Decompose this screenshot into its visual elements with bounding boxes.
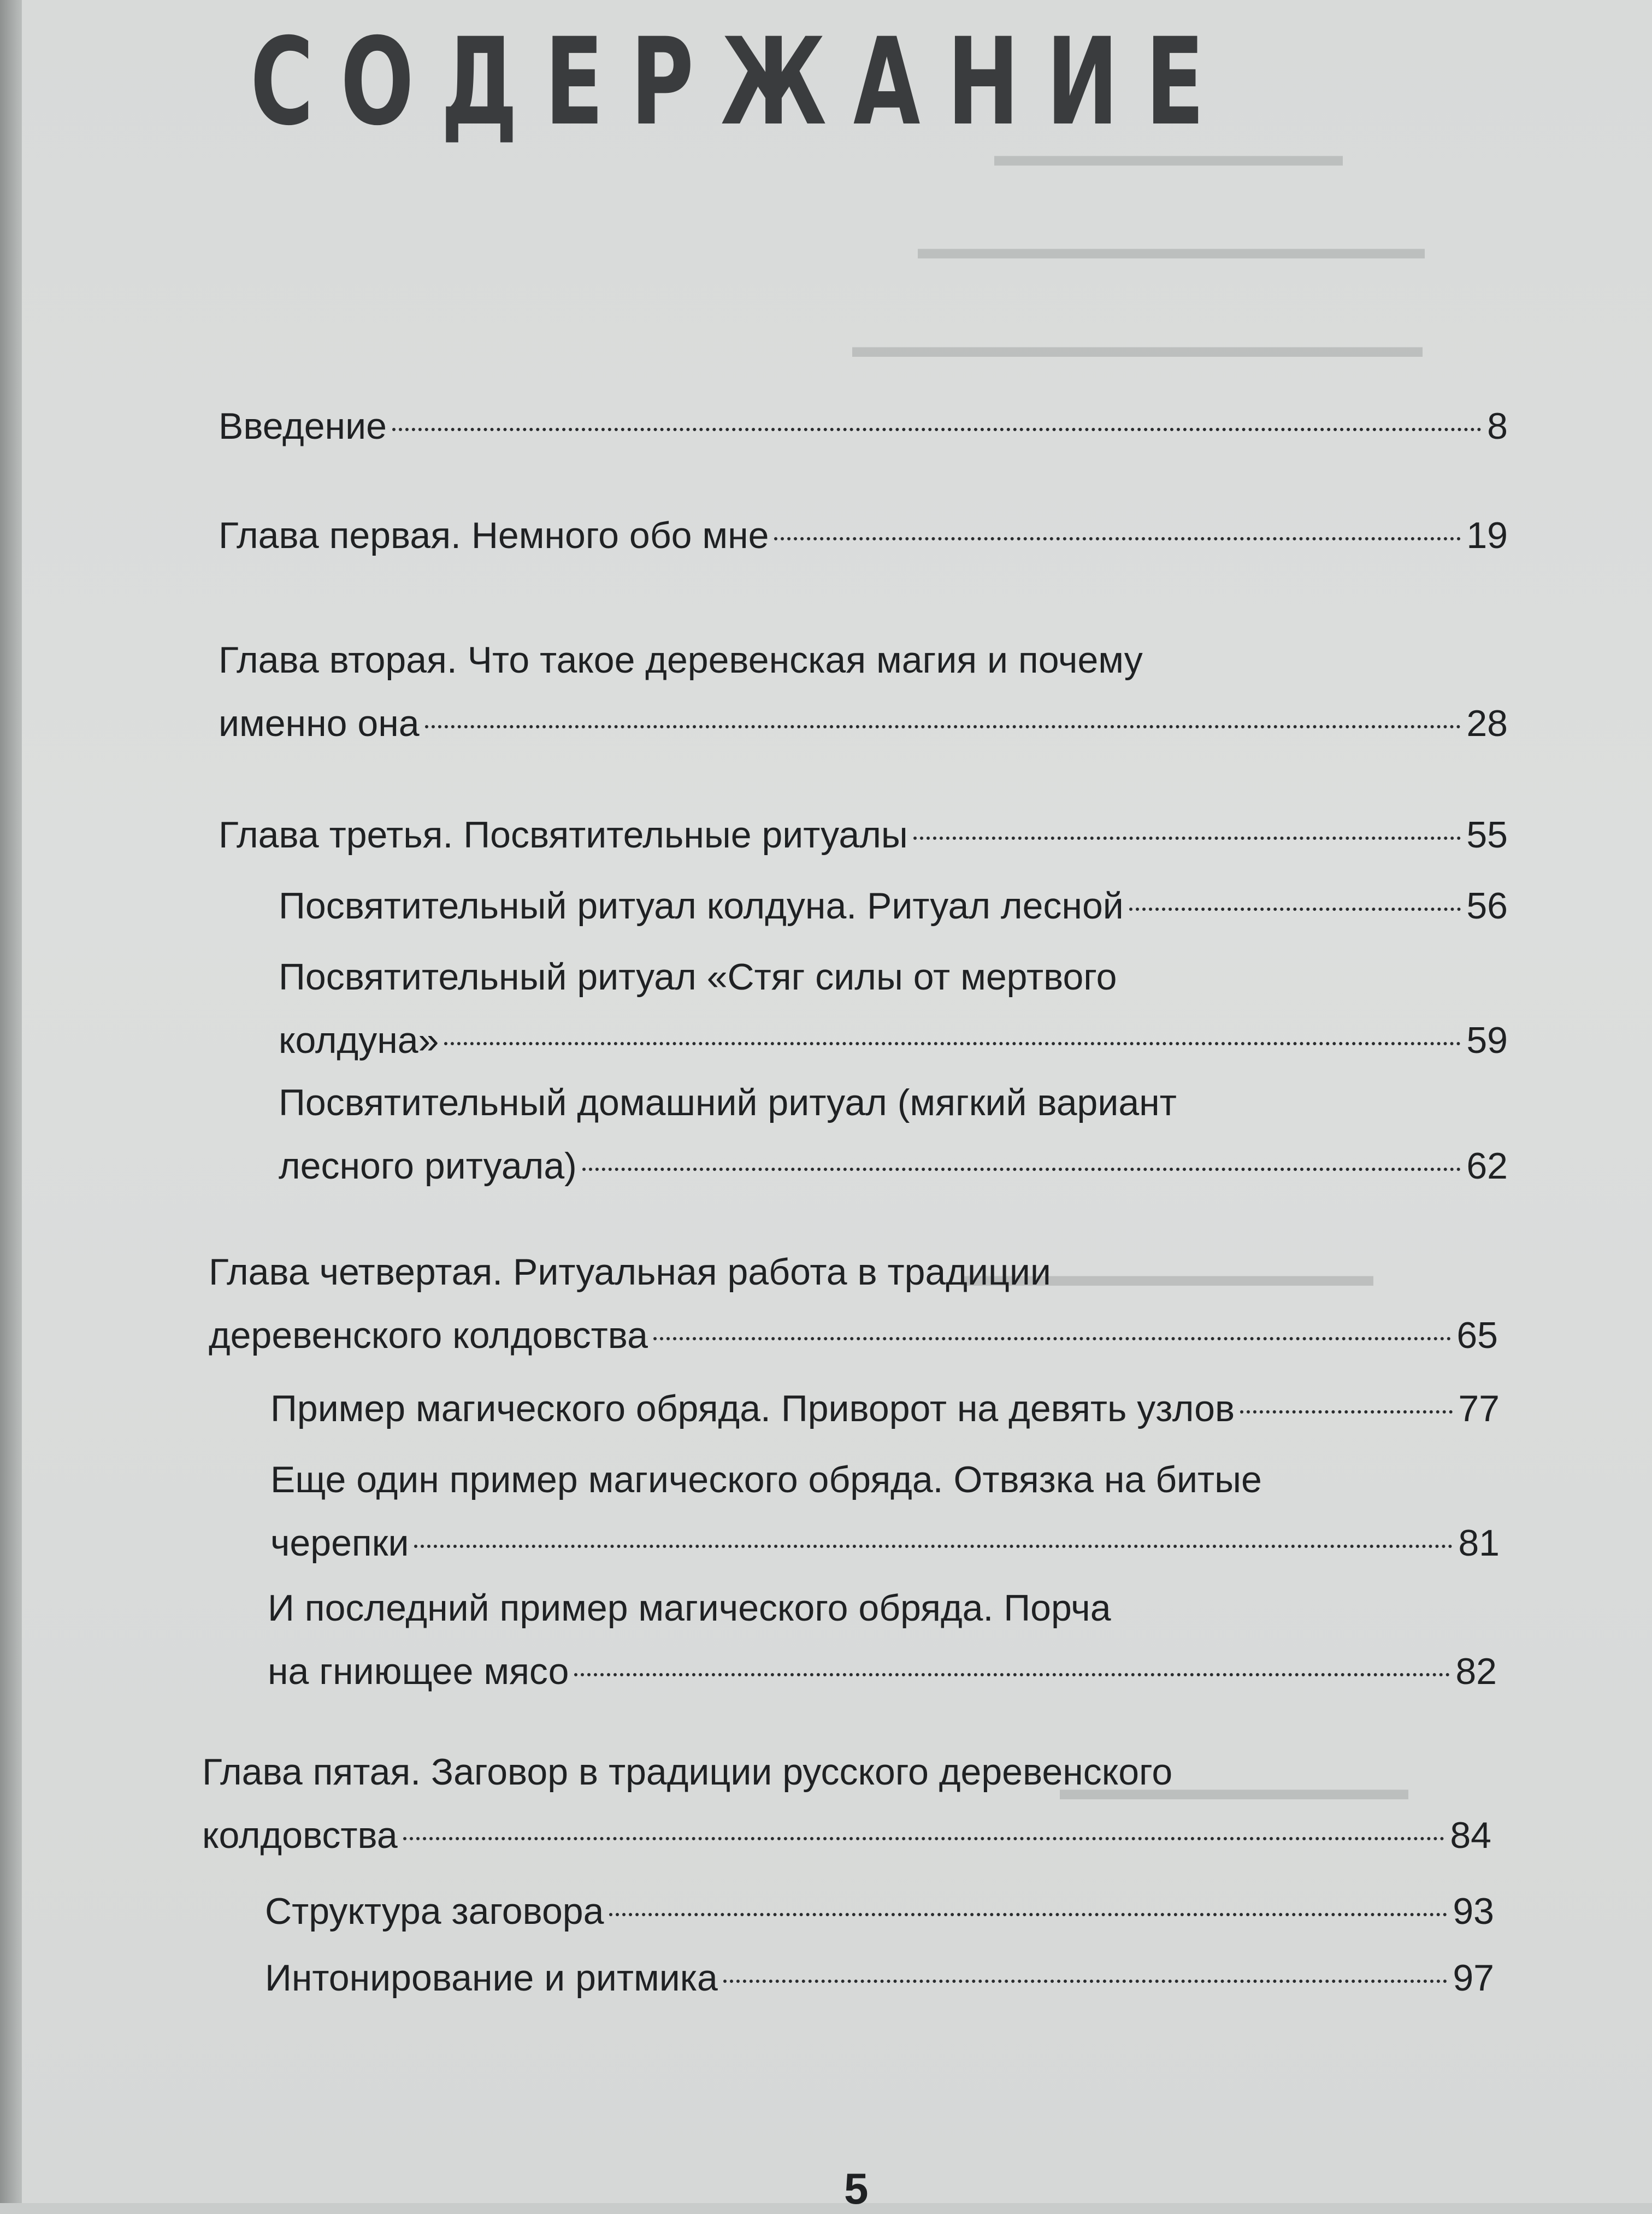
toc-entry-title: черепки <box>270 1522 409 1564</box>
toc-entry[interactable] <box>202 1740 1491 1867</box>
toc-entry-row <box>265 1946 1494 2010</box>
toc-entry-row <box>270 1377 1500 1440</box>
toc-entry[interactable] <box>219 803 1508 867</box>
dot-leader <box>582 1168 1461 1171</box>
toc-entry-title: Глава третья. Посвятительные ритуалы <box>219 814 908 856</box>
toc-entry-title-line: Глава пятая. Заговор в традиции русского деревенского <box>202 1751 1173 1793</box>
dot-leader <box>774 537 1461 540</box>
dot-leader <box>392 428 1482 431</box>
reverse-page-bleed-through: ▬▬▬▬▬▬▬▬▬▬▬▬▬▬▬▬ <box>918 230 1425 266</box>
dot-leader <box>574 1673 1450 1676</box>
toc-entry-row <box>279 1134 1508 1198</box>
reverse-page-bleed-through: ▬▬▬▬▬▬▬▬▬▬▬ <box>1060 1771 1408 1806</box>
dot-leader <box>1129 908 1461 911</box>
toc-subentry[interactable] <box>265 1946 1494 2010</box>
reverse-page-bleed-through: ▬▬▬▬▬▬▬▬▬▬▬▬▬ <box>961 1257 1373 1293</box>
toc-entry-row <box>209 1304 1498 1367</box>
toc-page-number: 82 <box>1455 1651 1497 1692</box>
toc-entry-title: именно она <box>219 703 420 744</box>
toc-entry-row <box>202 1804 1491 1867</box>
dot-leader <box>414 1545 1453 1548</box>
toc-entry-title-line: Посвятительный домашний ритуал (мягкий вариант <box>279 1082 1177 1123</box>
toc-entry-title: Посвятительный ритуал колдуна. Ритуал лесной <box>279 885 1124 927</box>
toc-page-number: 97 <box>1453 1957 1494 1999</box>
toc-page-number: 8 <box>1487 405 1508 447</box>
reverse-page-bleed-through: ▬▬▬▬▬▬▬▬▬▬▬ <box>994 137 1343 173</box>
toc-page-number: 19 <box>1466 515 1508 556</box>
toc-entry-title: колдовства <box>202 1815 398 1856</box>
toc-entry-title: Интонирование и ритмика <box>265 1957 718 1999</box>
toc-entry-title: Структура заговора <box>265 1891 604 1932</box>
toc-entry-row <box>279 1009 1508 1072</box>
toc-entry-title-line: Еще один пример магического обряда. Отвязка на битые <box>270 1459 1262 1500</box>
toc-page-number: 55 <box>1466 814 1508 856</box>
page-number: 5 <box>844 2164 869 2213</box>
toc-entry-title: Глава первая. Немного обо мне <box>219 515 769 556</box>
toc-page-number: 93 <box>1453 1891 1494 1932</box>
toc-entry-row <box>219 803 1508 867</box>
toc-entry-row <box>219 504 1508 567</box>
toc-entry[interactable] <box>209 1240 1498 1367</box>
toc-entry-title-line: Глава четвертая. Ритуальная работа в традиции <box>209 1251 1051 1293</box>
toc-entry-title-line: Посвятительный ритуал «Стяг силы от мертвого <box>279 956 1117 998</box>
toc-subentry[interactable] <box>279 874 1508 938</box>
dot-leader <box>444 1042 1461 1045</box>
toc-entry-row <box>279 874 1508 938</box>
dot-leader <box>913 837 1461 840</box>
toc-entry-title: Пример магического обряда. Приворот на девять узлов <box>270 1388 1235 1429</box>
dot-leader <box>425 725 1461 728</box>
toc-entry-title: Введение <box>219 405 387 447</box>
toc-entry-title-line: Глава вторая. Что такое деревенская магия и почему <box>219 639 1143 681</box>
toc-subentry[interactable] <box>265 1880 1494 1943</box>
toc-entry[interactable] <box>219 628 1508 755</box>
toc-page-number: 62 <box>1466 1145 1508 1187</box>
toc-page-number: 77 <box>1458 1388 1500 1429</box>
toc-entry-title: деревенского колдовства <box>209 1315 648 1356</box>
reverse-page-bleed-through: ▬▬▬▬▬▬▬▬▬▬▬▬▬▬▬▬▬▬ <box>852 328 1423 364</box>
toc-entry-row <box>268 1640 1497 1703</box>
dot-leader <box>403 1837 1445 1840</box>
toc-entry-title: колдуна» <box>279 1020 439 1061</box>
page-title: СОДЕРЖАНИЕ <box>250 12 1231 152</box>
toc-subentry[interactable] <box>279 945 1508 1072</box>
toc-page-number: 56 <box>1466 885 1508 927</box>
toc-subentry[interactable] <box>270 1377 1500 1440</box>
dot-leader <box>609 1913 1447 1916</box>
table-of-contents <box>202 0 1508 2203</box>
toc-subentry[interactable] <box>279 1071 1508 1198</box>
toc-entry-title-line: И последний пример магического обряда. Порча <box>268 1587 1111 1629</box>
toc-entry[interactable] <box>219 504 1508 567</box>
dot-leader <box>1240 1410 1453 1414</box>
toc-subentry[interactable] <box>268 1576 1497 1703</box>
toc-entry-row <box>265 1880 1494 1943</box>
toc-page-number: 28 <box>1466 703 1508 744</box>
toc-page-number: 81 <box>1458 1522 1500 1564</box>
toc-entry-title: лесного ритуала) <box>279 1145 577 1187</box>
toc-entry-row <box>270 1511 1500 1575</box>
dot-leader <box>723 1980 1448 1983</box>
toc-page-number: 59 <box>1466 1020 1508 1061</box>
toc-entry-row <box>219 394 1508 458</box>
toc-page-number: 65 <box>1456 1315 1498 1356</box>
toc-entry[interactable] <box>219 394 1508 458</box>
toc-entry-row <box>219 692 1508 755</box>
toc-subentry[interactable] <box>270 1448 1500 1575</box>
toc-page-number: 84 <box>1450 1815 1491 1856</box>
dot-leader <box>653 1337 1451 1340</box>
toc-entry-title: на гниющее мясо <box>268 1651 569 1692</box>
